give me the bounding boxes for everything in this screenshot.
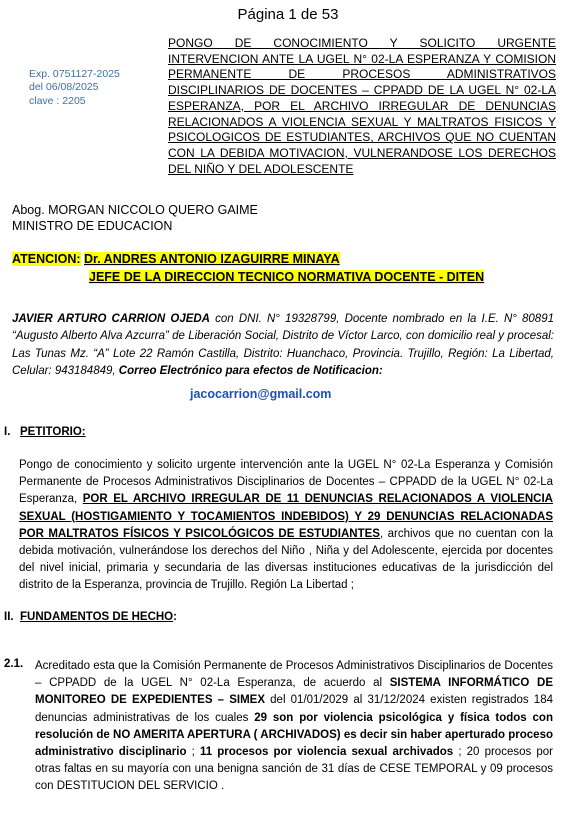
petitorio-text: , archivos que no cuentan con la debida motivación, vulnerándose los derechos del Niño , Niña y del Adolescente, ejercida por docentes del nivel inicial, primaria y secundaria de las diversas instituciones educativas de la jurisdicción del distrito de la Esperanza, provincia de Trujillo. Región La Libertad ; <box>19 527 553 592</box>
section-title: PETITORIO: <box>20 426 86 438</box>
expediente-date: del 06/08/2025 <box>29 81 99 94</box>
fundamentos-emphasis: SISTEMA INFORMÁTICO DE MONITOREO DE EXPEDIENTES – SIMEX <box>35 677 553 707</box>
attention-role: JEFE DE LA DIRECCION TECNICO NORMATIVA DOCENTE - DITEN <box>89 270 485 284</box>
section-number: II. <box>4 611 14 623</box>
addressee <box>12 203 258 234</box>
fundamentos-text: ; 20 procesos por otras faltas en su mayoría con una benigna sanción de 31 días de CESE TEMPORAL y 09 procesos con DESTITUCION DEL SERVICIO . <box>35 746 553 793</box>
identification-paragraph <box>12 311 554 380</box>
subject-line: PONGO DE CONOCIMIENTO Y SOLICITO URGENTE <box>168 36 556 50</box>
subject-summary <box>168 36 556 177</box>
expediente-number: Exp. 0751127-2025 <box>29 68 120 80</box>
email-link[interactable]: jacocarrion@gmail.com <box>190 387 332 401</box>
subject-line: PERMANENTE DE PROCESOS ADMINISTRATIVOS <box>168 67 556 82</box>
email-intro: Correo Electrónico para efectos de Notificacion: <box>115 364 383 377</box>
expediente-stamp <box>29 68 120 108</box>
section-heading-petitorio <box>4 426 86 438</box>
fundamentos-text: ; <box>186 746 200 759</box>
page-number: Página 1 de 53 <box>237 6 339 23</box>
petitioner-name: JAVIER ARTURO CARRION OJEDA <box>12 313 210 325</box>
subject-line: PSICOLOGICOS DE ESTUDIANTES, ARCHIVOS QUE NO CUENTAN <box>168 130 556 145</box>
section-title: FUNDAMENTOS DE HECHO <box>20 611 174 623</box>
section-title-colon: : <box>173 611 177 623</box>
item-number: 2.1. <box>4 658 24 670</box>
attention-label: ATENCION: <box>12 252 81 266</box>
section-number: I. <box>4 426 11 438</box>
petitorio-paragraph <box>19 457 553 595</box>
addressee-name: Abog. MORGAN NICCOLO QUERO GAIME <box>12 203 258 217</box>
fundamentos-text: Acreditado esta que la Comisión Permanente de Procesos Administrativos Disciplinarios de Docentes – CPPADD de la UGEL N° 02-La Esperanza, de acuerdo al <box>35 660 553 690</box>
addressee-org: MINISTRO DE EDUCACION <box>12 218 173 233</box>
expediente-clave: clave : 2205 <box>29 94 86 107</box>
subject-line: RELACIONADOS A VIOLENCIA SEXUAL Y MALTRATOS FISICOS Y <box>168 114 556 129</box>
subject-line: DISCIPLINARIOS DE DOCENTES – CPPADD DE LA UGEL N° 02-LA <box>168 83 556 98</box>
subject-line: CON LA DEBIDA MOTIVACION, VULNERANDOSE LOS DERECHOS <box>168 145 556 160</box>
subject-line: INTERVENCION ANTE LA UGEL N° 02-LA ESPERANZA Y COMISION <box>168 51 556 66</box>
fundamentos-text: del 01/01/2029 al 31/12/2024 existen registrados 184 denuncias administrativas de los cuales <box>35 694 553 724</box>
petitorio-text: Pongo de conocimiento y solicito urgente intervención ante la UGEL N° 02-La Esperanza y Comisión Permanente de Procesos Administrativos Disciplinarios de Docentes – CPPADD de la UGEL N° 02-La Esperanza, <box>19 459 553 506</box>
attention-name: Dr. ANDRES ANTONIO IZAGUIRRE MINAYA <box>84 252 340 266</box>
subject-line: ESPERANZA, POR EL ARCHIVO IRREGULAR DE DENUNCIAS <box>168 98 556 113</box>
fundamentos-emphasis: 11 procesos por violencia sexual archivados <box>199 746 454 759</box>
fundamentos-emphasis: 29 son por violencia psicológica y física todos con resolución de NO AMERITA APERTURA ( ARCHIVADOS) es decir sin haber aperturado proceso administrativo disciplinario <box>35 711 553 759</box>
petitioner-details: con DNI. N° 19328799, Docente nombrado en la I.E. N° 80891 “Augusto Alberto Alva Azcurra” de Liberación Social, Distrito de Víctor Larco, con domicilio real y procesal: Las Tunas Mz. “A” Lote 22 Ramón Castilla, Distrito: Huanchaco, Provincia. Trujillo, Región: La Libertad, Celular: 943184849, <box>12 313 554 377</box>
attention-block <box>12 250 484 286</box>
petitorio-emphasis: POR EL ARCHIVO IRREGULAR DE 11 DENUNCIAS RELACIONADOS A VIOLENCIA SEXUAL (HOSTIGAMIENTO Y TOCAMIENTOS INDEBIDOS) Y 29 DENUNCIAS RELACIONADAS POR MALTRATOS FÍSICOS Y PSICOLÓGICOS DE ESTUDIANTES <box>19 493 553 540</box>
fundamentos-paragraph <box>35 658 553 796</box>
section-heading-fundamentos <box>4 611 177 623</box>
subject-line: DEL NIÑO Y DEL ADOLESCENTE <box>168 161 354 176</box>
